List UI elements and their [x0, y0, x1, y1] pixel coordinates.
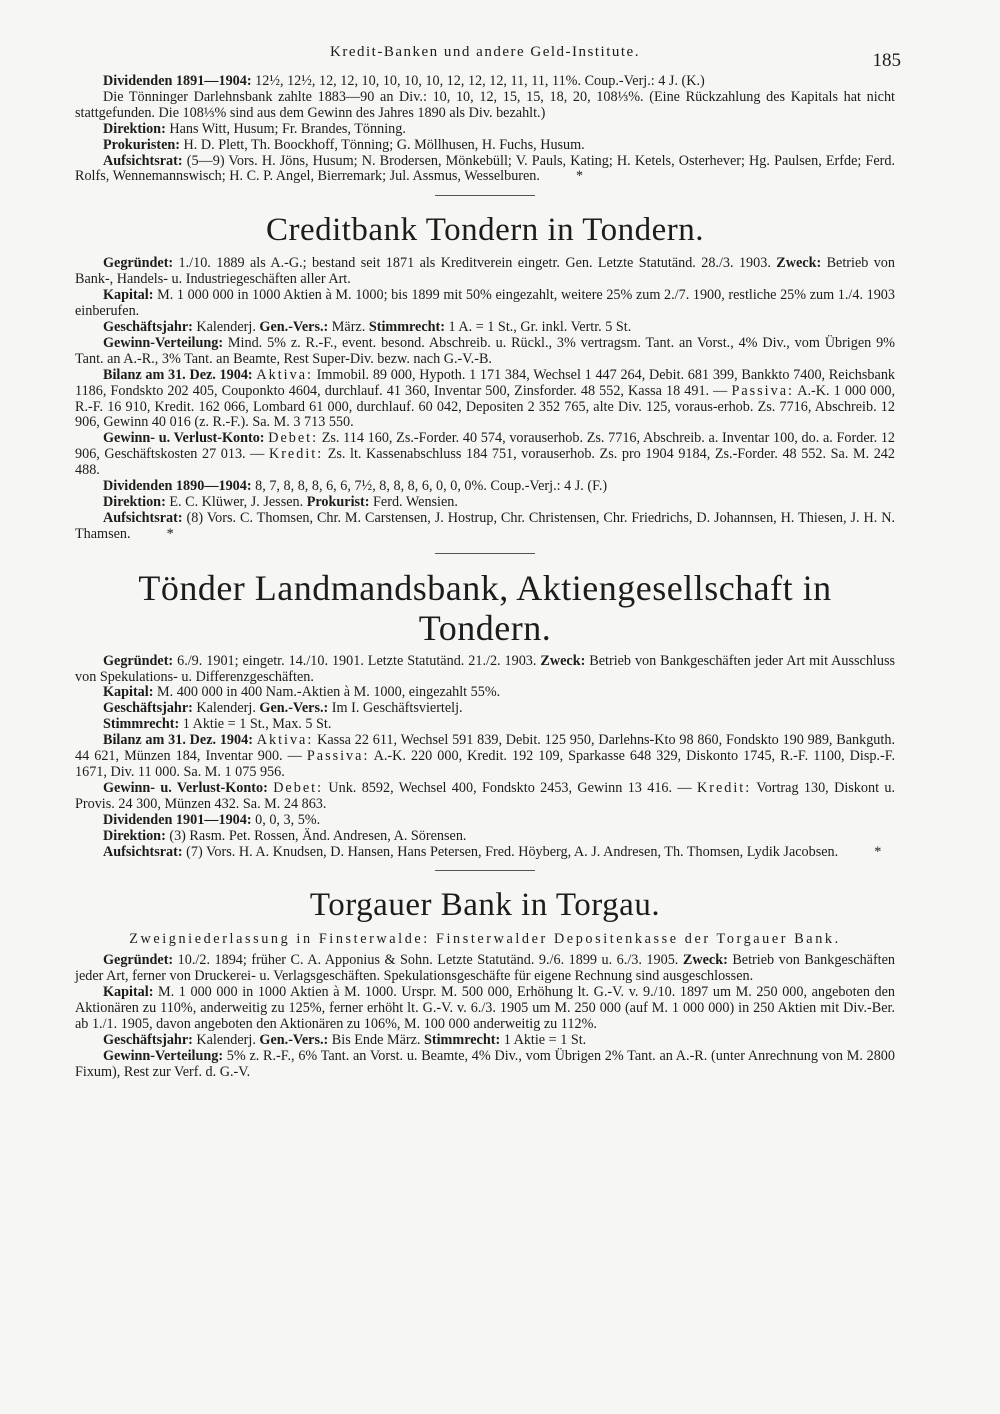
zweck-label: Zweck: — [540, 652, 586, 669]
document-page — [75, 38, 901, 1081]
bilanz-aktiva-text: Kassa 22 611, Wechsel 591 839, Debit. 125 950, Darlehns-Kto 98 860, Fondskto 190 989, Bankguth. 44 621, Münzen 184, Inventar 900. — — [75, 732, 895, 765]
prokuristen-text: H. D. Plett, Th. Boockhoff, Tönning; G. Möllhusen, H. Fuchs, Husum. — [179, 136, 585, 153]
kapital-text: M. 1 000 000 in 1000 Aktien à M. 1000; bis 1899 mit 50% eingezahlt, weitere 25% zum 2./7. 1900, restliche 25% zum 1./4. 1903 einberufen. — [75, 287, 895, 320]
guv-label: Gewinn- u. Verlust-Konto: — [103, 430, 265, 447]
kapital-text: M. 1 000 000 in 1000 Aktien à M. 1000. Urspr. M. 500 000, Erhöhung lt. G.-V. v. 9./10. 1897 um M. 250 000, angeboten den Aktionären zu 110%, anderweitig zu 125%, ferner erhöht lt. G.-V. v. 6./3. 1905 um M. 250 000 (auf M. 1 000 000) in 250 Aktien mit Div.-Ber. ab 1./1. 1905, davon angeboten den Aktionären zu 106%, M. 100 000 anderweitig zu 112%. — [75, 984, 895, 1033]
guv-debet-text: Zs. 114 160, Zs.-Forder. 40 574, vorauserhob. Zs. 7716, Abschreib. a. Inventar 100, do. a. Forder. 12 906, Geschäftskosten 27 013. — — [75, 430, 896, 463]
kredit-word: Kredit: — [696, 779, 752, 796]
entry-end-star: * — [575, 168, 584, 185]
entry-subheading: Zweigniederlassung in Finsterwalde: Finsterwalder Depositenkasse der Torgauer Bank. — [129, 931, 841, 948]
direktion-label: Direktion: — [103, 827, 166, 844]
passiva-word: Passiva: — [306, 748, 370, 765]
geschaeftsjahr-text: Kalenderj. — [192, 318, 256, 335]
entry-heading: Tönder Landmandsbank, Aktiengesellschaft in Tondern. — [138, 567, 832, 648]
aufsichtsrat-label: Aufsichtsrat: — [103, 152, 183, 169]
dividenden-text: 12½, 12½, 12, 12, 10, 10, 10, 10, 12, 12, 12, 11, 11, 11%. Coup.-Verj.: 4 J. (K.) — [251, 73, 705, 89]
bilanz-passiva-text: A.-K. 220 000, Kredit. 192 109, Sparkasse 648 329, Diskonto 1745, R.-F. 1100, Disp.-F. 1671, Div. 11 000. Sa. M. 1 075 956. — [75, 748, 896, 780]
previous-entry-continuation — [75, 74, 895, 185]
entry-end-star: * — [166, 525, 174, 542]
gegruendet-text: 6./9. 1901; eingetr. 14./10. 1901. Letzte Statutänd. 21./2. 1903. — [173, 652, 537, 669]
geschaeftsjahr-text: Kalenderj. — [192, 1031, 256, 1048]
gegruendet-text: 10./2. 1894; früher C. A. Apponius & Sohn. Letzte Statutänd. 9./6. 1899 u. 6./3. 1905. — [173, 952, 679, 969]
gewinnverteilung-text: Mind. 5% z. R.-F., event. besond. Abschreib. u. Rückl., 3% vertragsm. Tant. an Vorst., 4% Div., vom Übrigen 9% Tant. an A.-R., 3% Tant. an Beamte, Rest Super-Div. bezw. nach G.-V.-B. — [75, 334, 895, 367]
aktiva-word: Aktiva: — [256, 366, 313, 383]
dividenden-text: 0, 0, 3, 5%. — [251, 811, 321, 828]
aufsichtsrat-text: (5—9) Vors. H. Jöns, Husum; N. Brodersen, Mönkebüll; V. Pauls, Kating; H. Ketels, Osterhever; Hg. Paulsen, Erfde; Ferd. Rolfs, Wennemannswisch; H. C. P. Angel, Bierremark; Jul. Assmus, Wesselburen. — [75, 152, 895, 185]
stimmrecht-label: Stimmrecht: — [424, 1031, 501, 1048]
entry-creditbank-tondern — [75, 210, 895, 542]
aktiva-word: Aktiva: — [256, 732, 314, 749]
direktion-text: (3) Rasm. Pet. Rossen, Änd. Andresen, A. Sörensen. — [165, 827, 467, 844]
passiva-word: Passiva: — [731, 382, 794, 399]
entry-heading: Creditbank Tondern in Tondern. — [265, 212, 705, 249]
zweck-text: Betrieb von Bankgeschäften jeder Art mit Ausschluss von Spekulations- u. Differenzgeschäften. — [75, 652, 896, 685]
geschaeftsjahr-text: Kalenderj. — [192, 700, 256, 717]
gegruendet-text: 1./10. 1889 als A.-G.; bestand seit 1871 als Kreditverein eingetr. Gen. Letzte Statutänd. 28./3. 1903. — [173, 255, 771, 272]
page-number: 185 — [872, 50, 901, 71]
aufsichtsrat-text: (8) Vors. C. Thomsen, Chr. M. Carstensen, J. Hostrup, Chr. Christensen, Chr. Friedrichs, D. Johannsen, H. Thiesen, J. H. N. Thamsen. — [75, 509, 895, 542]
genvers-label: Gen.-Vers.: — [259, 700, 329, 717]
genvers-label: Gen.-Vers.: — [259, 318, 329, 335]
running-title: Kredit-Banken und andere Geld-Institute. — [330, 44, 640, 60]
guv-kredit-text: Zs. lt. Kassenabschluss 184 751, vorauserhob. Zs. pro 1904 9184, Zs.-Forder. 48 552. Sa. M. 242 488. — [75, 446, 895, 479]
guv-label: Gewinn- u. Verlust-Konto: — [103, 779, 268, 796]
prokurist-label: Prokurist: — [306, 493, 370, 510]
debet-word: Debet: — [268, 430, 319, 447]
bilanz-aktiva-text: Immobil. 89 000, Hypoth. 1 171 384, Wechsel 1 447 264, Debit. 681 399, Bankkto 7400, Reichsbank 1186, Fondskto 202 405, Couponkto 4604, durchlauf. 41 360, Inventar 500, Zinsforder. 48 552, Kassa 18 491. — — [75, 366, 896, 399]
kredit-word: Kredit: — [268, 446, 324, 463]
zweck-text: Betrieb von Bankgeschäften jeder Art, ferner von Druckerei- u. Verlagsgeschäften. Spekulationsgeschäfte für eigene Rechnung sind ausgeschlossen. — [75, 952, 896, 985]
kapital-label: Kapital: — [103, 287, 154, 304]
gewinnverteilung-text: 5% z. R.-F., 6% Tant. an Vorst. u. Beamte, 4% Div., vom Übrigen 2% Tant. an A.-R. (unter Anrechnung von M. 2800 Fixum), Rest zur Verf. d. G.-V. — [75, 1047, 895, 1080]
direktion-text: E. C. Klüwer, J. Jessen. — [165, 493, 304, 510]
gegruendet-label: Gegründet: — [103, 952, 174, 969]
kapital-label: Kapital: — [103, 984, 154, 1001]
zweck-label: Zweck: — [776, 255, 822, 272]
bilanz-label: Bilanz am 31. Dez. 1904: — [103, 366, 253, 383]
section-divider — [435, 870, 535, 871]
aufsichtsrat-text: (7) Vors. H. A. Knudsen, D. Hansen, Hans Petersen, Fred. Höyberg, A. J. Andresen, Th. Thomsen, Lydik Jacobsen. — [182, 843, 839, 860]
zweck-text: Betrieb von Bank-, Handels- u. Industriegeschäften aller Art. — [75, 255, 895, 288]
gegruendet-label: Gegründet: — [103, 255, 174, 272]
running-header — [75, 38, 901, 74]
stimmrecht-label: Stimmrecht: — [103, 716, 180, 733]
entry-heading: Torgauer Bank in Torgau. — [309, 887, 661, 924]
gewinnverteilung-label: Gewinn-Verteilung: — [103, 334, 224, 351]
debet-word: Debet: — [273, 779, 324, 796]
section-divider — [435, 553, 535, 554]
geschaeftsjahr-label: Geschäftsjahr: — [103, 1031, 193, 1048]
prokurist-text: Ferd. Wensien. — [369, 493, 458, 510]
stimmrecht-text: 1 Aktie = 1 St. — [500, 1031, 587, 1048]
stimmrecht-label: Stimmrecht: — [368, 318, 445, 335]
zweck-label: Zweck: — [682, 952, 728, 969]
section-divider — [435, 195, 535, 196]
geschaeftsjahr-label: Geschäftsjahr: — [103, 318, 193, 335]
gewinnverteilung-label: Gewinn-Verteilung: — [103, 1047, 224, 1064]
dividenden-text: 8, 7, 8, 8, 8, 6, 6, 7½, 8, 8, 8, 6, 0, 0, 0%. Coup.-Verj.: 4 J. (F.) — [251, 478, 608, 495]
bilanz-label: Bilanz am 31. Dez. 1904: — [103, 732, 253, 749]
stimmrecht-text: 1 Aktie = 1 St., Max. 5 St. — [179, 716, 332, 733]
toenninger-note: Die Tönninger Darlehnsbank zahlte 1883—90 an Div.: 10, 10, 12, 15, 15, 18, 20, 108⅓%. (Eine Rückzahlung des Kapitals hat nicht stattgefunden. Die 108⅓% sind aus dem Gewinn des Jahres 1890 als Div. bezahlt.) — [75, 88, 895, 121]
entry-end-star: * — [874, 843, 882, 860]
dividenden-label: Dividenden 1891—1904: — [103, 73, 252, 89]
bilanz-passiva-text: A.-K. 1 000 000, R.-F. 16 910, Kredit. 162 066, Lombard 61 000, durchlauf. 60 042, Depositen 2 352 765, alte Div. 125, voraus-erhob. Zs. 7716, Abschreib. 12 906, Gewinn 40 016 (z. R.-F.). Sa. M. 3 713 550. — [75, 382, 896, 431]
prokuristen-label: Prokuristen: — [103, 136, 180, 153]
kapital-text: M. 400 000 in 400 Nam.-Aktien à M. 1000, eingezahlt 55%. — [153, 684, 501, 701]
direktion-label: Direktion: — [103, 120, 166, 137]
guv-kredit-text: Vortrag 130, Diskont u. Provis. 24 300, Münzen 432. Sa. M. 24 863. — [75, 779, 896, 812]
direktion-label: Direktion: — [103, 493, 166, 510]
aufsichtsrat-label: Aufsichtsrat: — [103, 843, 183, 860]
aufsichtsrat-label: Aufsichtsrat: — [103, 509, 183, 526]
entry-toender-landmandsbank — [75, 568, 895, 861]
dividenden-label: Dividenden 1901—1904: — [103, 811, 252, 828]
dividenden-label: Dividenden 1890—1904: — [103, 478, 252, 495]
genvers-text: Bis Ende März. — [328, 1031, 421, 1048]
genvers-text: Im I. Geschäftsviertelj. — [328, 700, 463, 717]
entry-torgauer-bank — [75, 885, 895, 1080]
genvers-label: Gen.-Vers.: — [259, 1031, 329, 1048]
genvers-text: März. — [328, 318, 366, 335]
direktion-text: Hans Witt, Husum; Fr. Brandes, Tönning. — [165, 120, 406, 137]
stimmrecht-text: 1 A. = 1 St., Gr. inkl. Vertr. 5 St. — [445, 318, 632, 335]
geschaeftsjahr-label: Geschäftsjahr: — [103, 700, 193, 717]
kapital-label: Kapital: — [103, 684, 154, 701]
guv-debet-text: Unk. 8592, Wechsel 400, Fondskto 2453, Gewinn 13 416. — — [323, 779, 692, 796]
gegruendet-label: Gegründet: — [103, 652, 174, 669]
